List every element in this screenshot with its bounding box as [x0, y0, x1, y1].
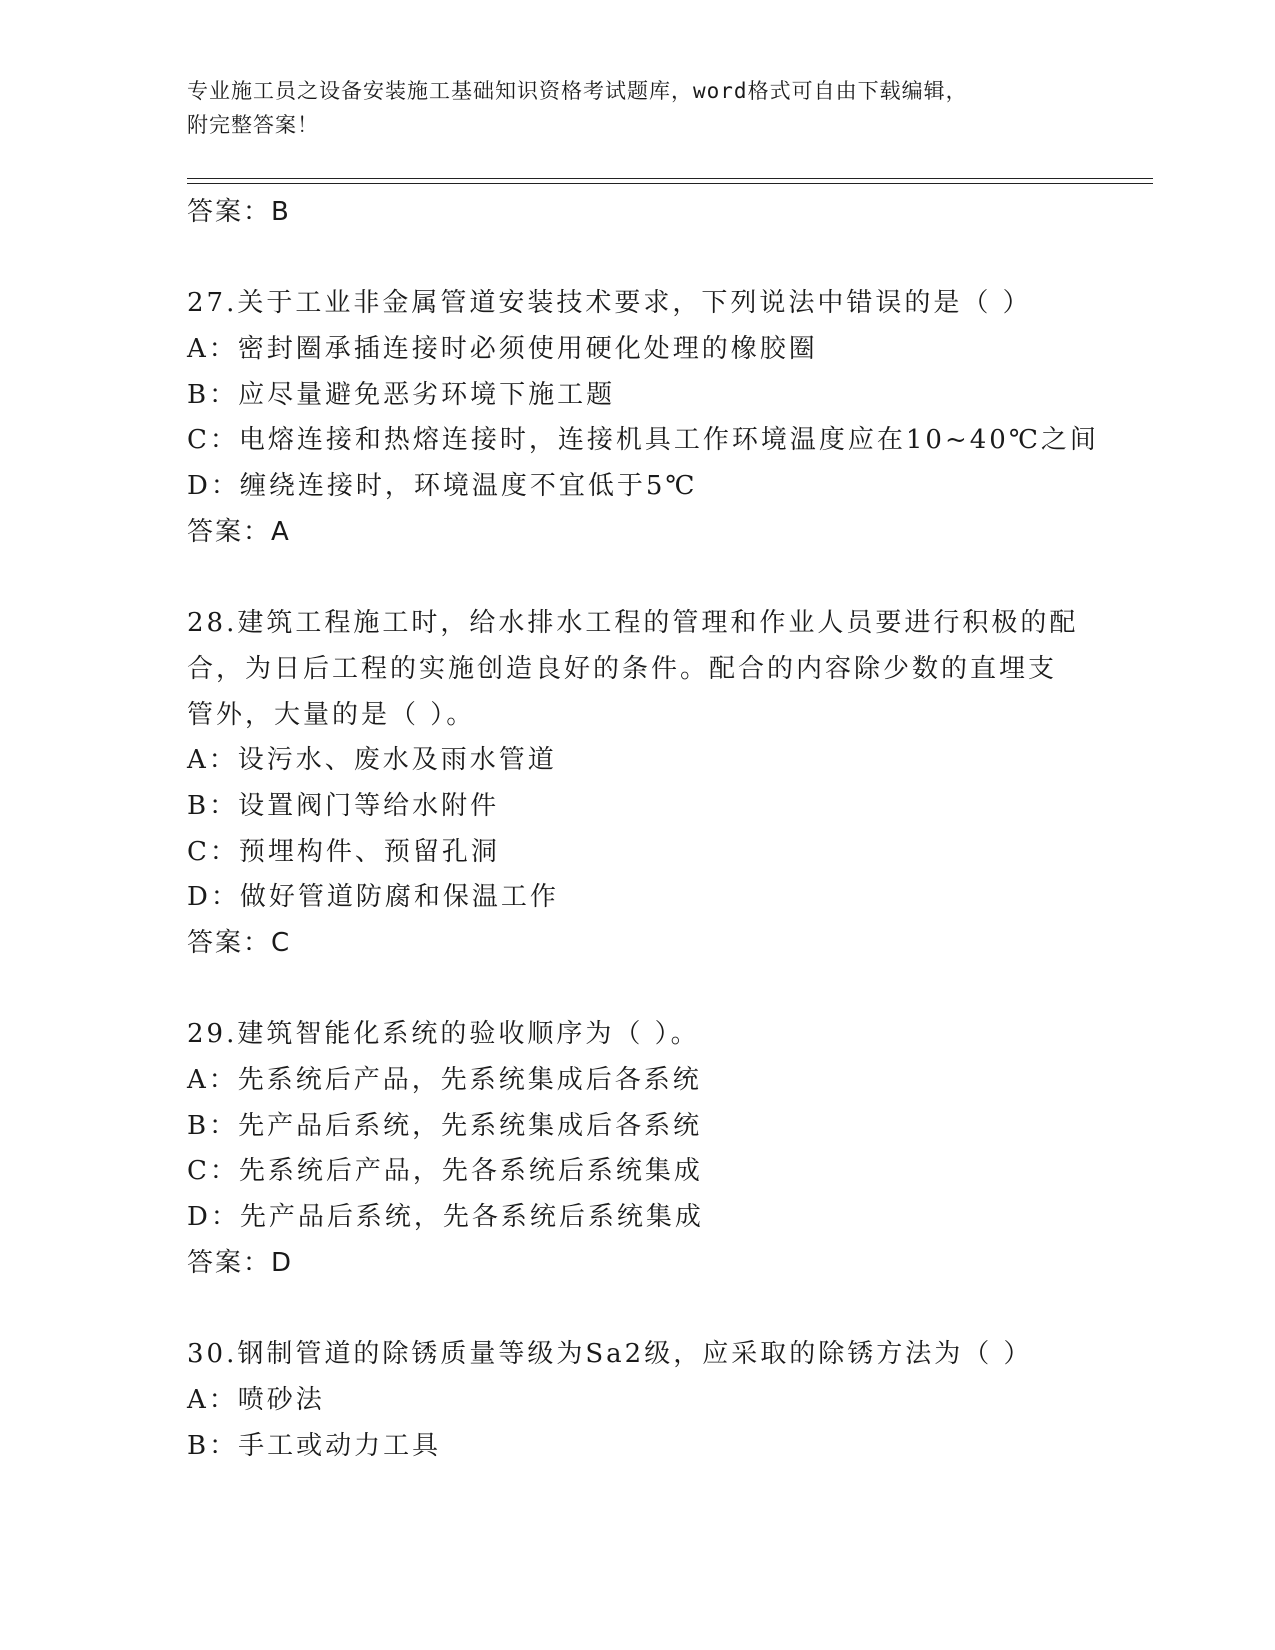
option-a: A：喷砂法 — [187, 1384, 325, 1415]
question-stem-continued: 合，为日后工程的实施创造良好的条件。配合的内容除少数的直埋支 — [187, 653, 1058, 684]
question-29 — [187, 1012, 1087, 1286]
previous-answer: 答案：B — [187, 197, 291, 227]
header-title-line-2: 附完整答案！ — [187, 113, 319, 137]
document-header — [187, 74, 1067, 142]
option-c: C：电熔连接和热熔连接时，连接机具工作环境温度应在10~40℃之间 — [187, 425, 1099, 456]
question-stem: 28.建筑工程施工时，给水排水工程的管理和作业人员要进行积极的配 — [187, 608, 1079, 639]
option-b: B：设置阀门等给水附件 — [187, 790, 500, 821]
question-28 — [187, 601, 1087, 967]
option-b: B：先产品后系统，先系统集成后各系统 — [187, 1110, 703, 1141]
spacer — [187, 967, 1087, 1013]
question-30 — [187, 1332, 1087, 1469]
header-rule-top — [187, 178, 1153, 179]
header-rule-bottom — [187, 183, 1153, 184]
question-list — [187, 190, 1099, 1469]
option-c: C：预埋构件、预留孔洞 — [187, 836, 500, 867]
question-stem: 30.钢制管道的除锈质量等级为Sa2级，应采取的除锈方法为（ ） — [187, 1339, 1033, 1370]
spacer — [187, 556, 1087, 602]
question-stem: 27.关于工业非金属管道安装技术要求，下列说法中错误的是（ ） — [187, 288, 1032, 319]
option-d: D：做好管道防腐和保温工作 — [187, 882, 559, 913]
option-a: A：先系统后产品，先系统集成后各系统 — [187, 1065, 702, 1096]
answer: 答案：C — [187, 928, 292, 958]
question-27 — [187, 281, 1099, 555]
header-title-line-1: 专业施工员之设备安装施工基础知识资格考试题库，word格式可自由下载编辑， — [187, 79, 968, 103]
option-a: A：密封圈承插连接时必须使用硬化处理的橡胶圈 — [187, 334, 818, 365]
answer: 答案：A — [187, 516, 291, 547]
spacer — [187, 1287, 1087, 1333]
question-stem: 29.建筑智能化系统的验收顺序为（ ）。 — [187, 1019, 700, 1050]
option-b: B：应尽量避免恶劣环境下施工题 — [187, 379, 616, 410]
option-d: D：先产品后系统，先各系统后系统集成 — [187, 1202, 704, 1233]
option-b: B：手工或动力工具 — [187, 1430, 442, 1461]
answer: 答案：D — [187, 1247, 294, 1278]
option-d: D：缠绕连接时，环境温度不宜低于5℃ — [187, 471, 698, 502]
option-c: C：先系统后产品，先各系统后系统集成 — [187, 1156, 703, 1187]
spacer — [187, 236, 1087, 282]
question-stem-continued: 管外，大量的是（ ）。 — [187, 699, 476, 730]
option-a: A：设污水、废水及雨水管道 — [187, 745, 557, 776]
